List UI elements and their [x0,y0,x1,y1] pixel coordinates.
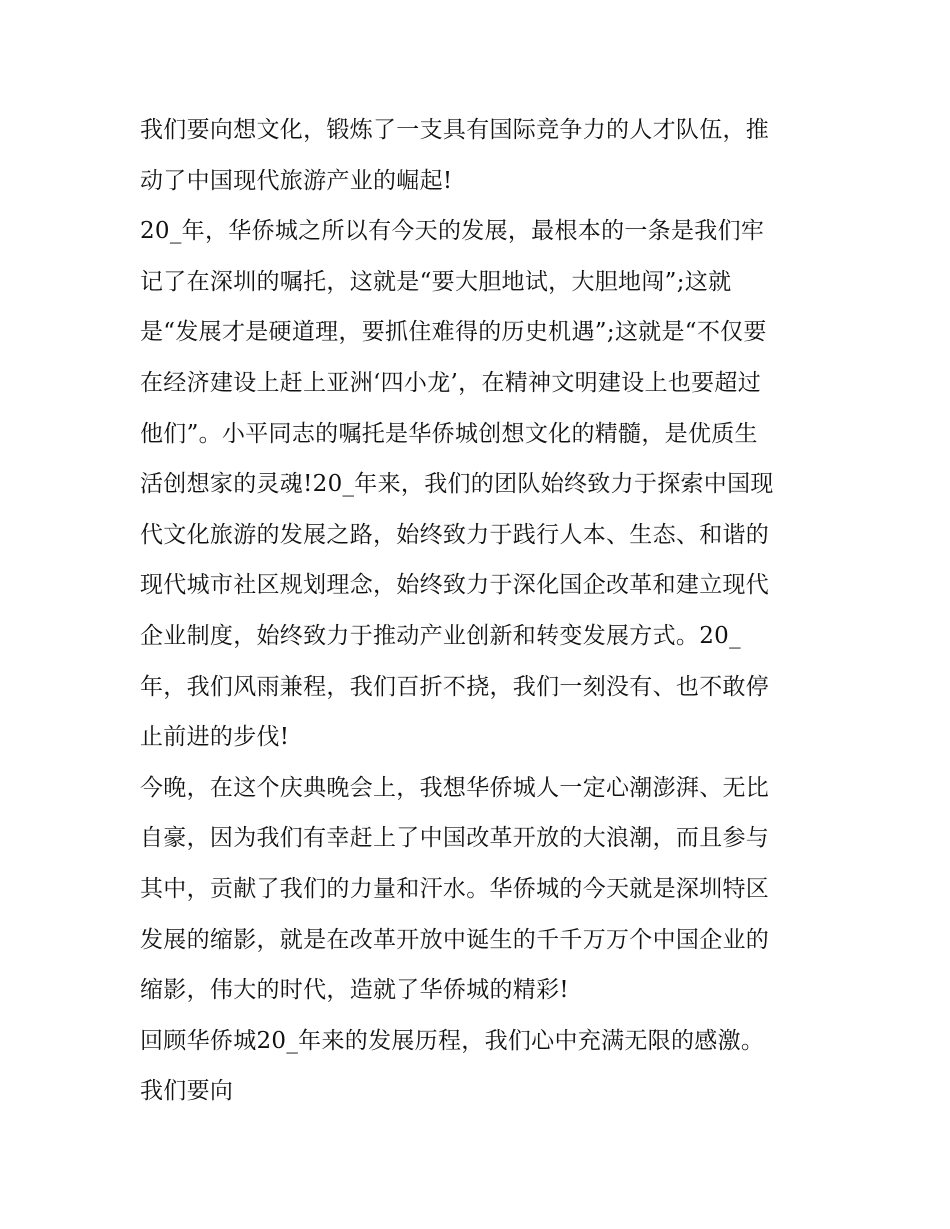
text-line: 我们要向想文化，锻炼了一支具有国际竞争力的人才队伍，推 [140,117,770,143]
text-line: 回顾华侨城20_年来的发展历程，我们心中充满无限的感激。 [140,1027,765,1054]
text-line: 企业制度，始终致力于推动产业创新和转变发展方式。20_ [140,622,741,649]
text-line: 在经济建设上赶上亚洲‘四小龙’，在精神文明建设上也要超过 [140,369,762,396]
text-line: 现代城市社区规划理念，始终致力于深化国企改革和建立现代 [140,572,770,599]
text-line: 我们要向 [140,1078,234,1105]
text-line: 止前进的步伐! [140,724,290,751]
text-line: 今晚，在这个庆典晚会上，我想华侨城人一定心潮澎湃、无比 [140,774,770,801]
text-line: 20_年，华侨城之所以有今天的发展，最根本的一条是我们牢 [140,218,765,245]
text-line: 发展的缩影，就是在改革开放中诞生的千千万万个中国企业的 [140,926,770,953]
text-line: 其中，贡献了我们的力量和汗水。华侨城的今天就是深圳特区 [140,875,770,902]
text-line: 他们”。小平同志的嘱托是华侨城创想文化的精髓，是优质生 [140,420,758,447]
text-line: 自豪，因为我们有幸赶上了中国改革开放的大浪潮，而且参与 [140,825,770,852]
body-text [140,105,820,1117]
text-line: 代文化旅游的发展之路，始终致力于践行人本、生态、和谐的 [140,521,770,548]
text-line: 活创想家的灵魂!20_年来，我们的团队始终致力于探索中国现 [140,471,774,498]
text-line: 动了中国现代旅游产业的崛起! [140,167,453,194]
text-line: 是“发展才是硬道理，要抓住难得的历史机遇”;这就是“不仅要 [140,319,767,346]
text-line: 年，我们风雨兼程，我们百折不挠，我们一刻没有、也不敢停 [140,673,770,700]
text-line: 记了在深圳的嘱托，这就是“要大胆地试，大胆地闯”;这就 [140,268,732,295]
text-line: 缩影，伟大的时代，造就了华侨城的精彩! [140,977,569,1004]
